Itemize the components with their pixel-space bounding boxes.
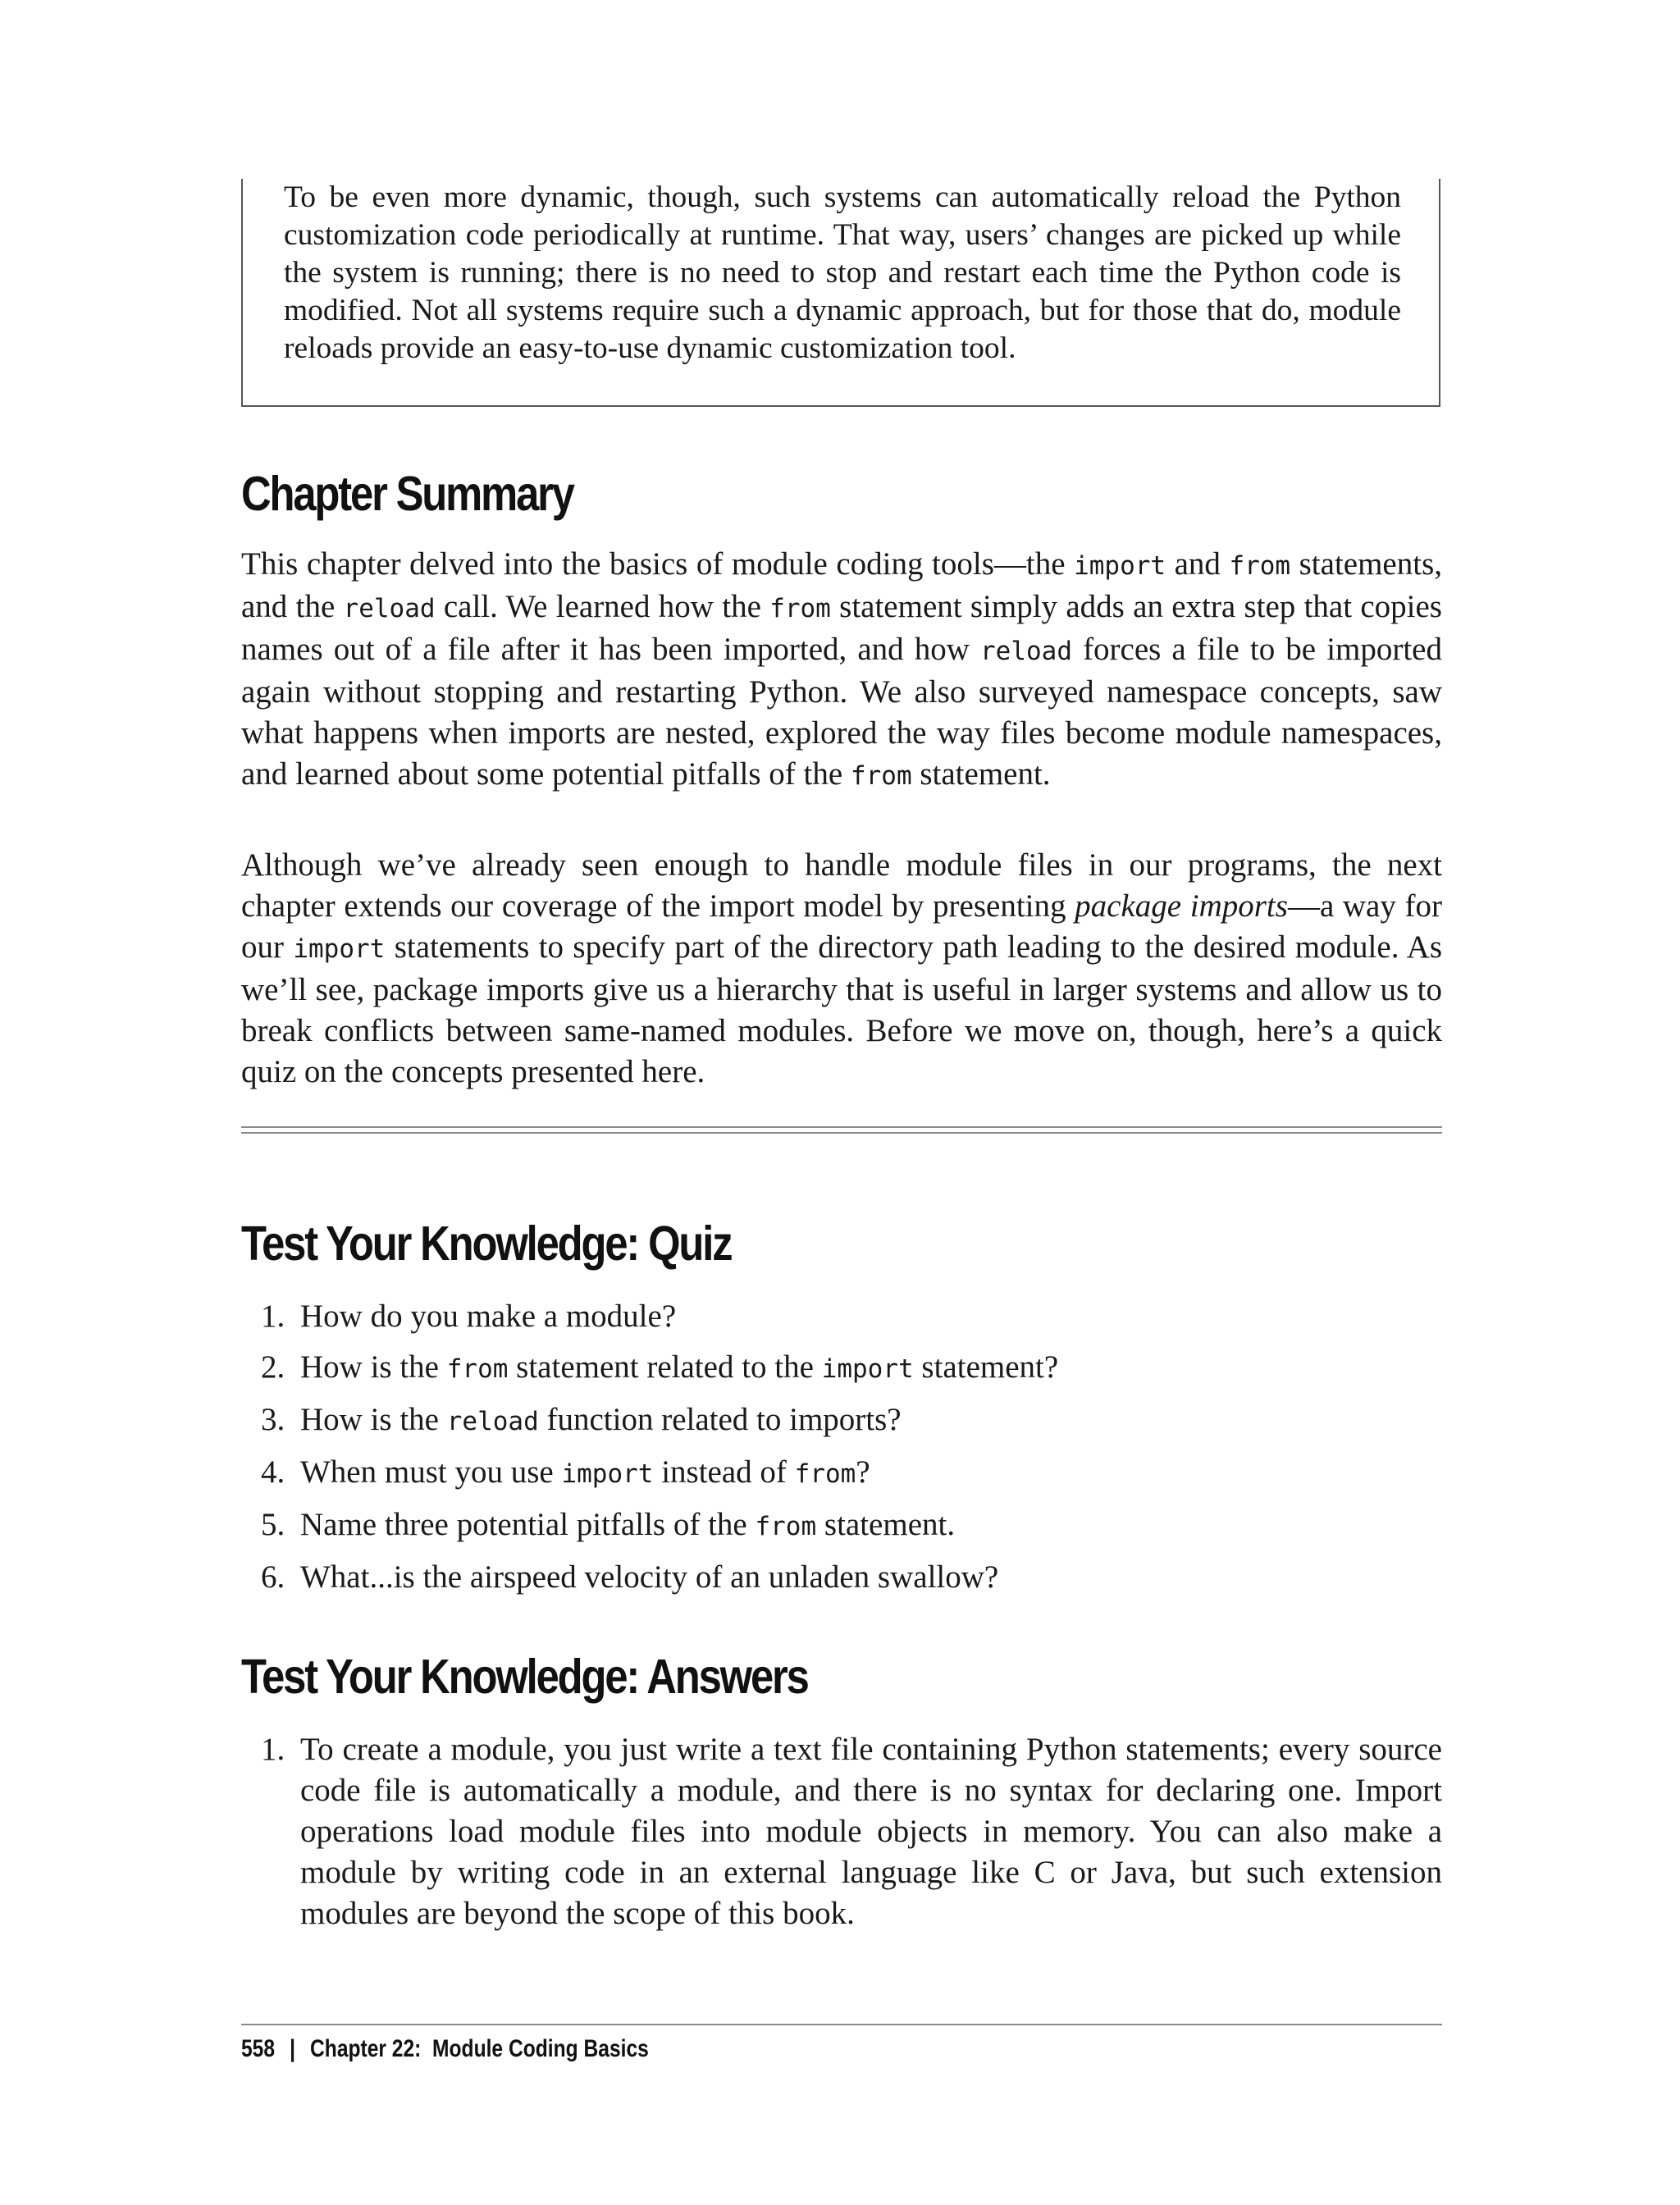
quiz-item: 4. When must you use import instead of from? — [261, 1454, 870, 1490]
chapter-summary-heading: Chapter Summary — [241, 467, 573, 521]
answers-list — [241, 1729, 1442, 1944]
section-divider — [241, 1126, 1442, 1134]
book-page — [241, 0, 1442, 2205]
summary-paragraph-2: Although we’ve already seen enough to handle module files in our programs, the next chapter extends our coverage of the import model by presenting package imports—a way for our import statements to specify part of the directory path leading to the desired module. As we’ll see, package imports give us a hierarchy that is useful in larger systems and allow us to break conflicts between same-named modules. Before we move on, though, here’s a quick quiz on the concepts presented here. — [241, 847, 1442, 1089]
page-number: 558 — [241, 2035, 276, 2062]
footer-rule — [241, 2024, 1442, 2025]
quiz-item: 3. How is the reload function related to imports? — [261, 1402, 902, 1437]
sidebar-box — [241, 179, 1440, 407]
quiz-heading: Test Your Knowledge: Quiz — [241, 1217, 732, 1271]
quiz-item: 6. What...is the airspeed velocity of an unladen swallow? — [261, 1559, 999, 1595]
sidebar-text: To be even more dynamic, though, such systems can automatically reload the Python customization code periodically at runtime. That way, users’ changes are picked up while the system is running; there is no need to stop and restart each time the Python code is modified. Not all systems require such a dynamic approach, but for those that do, module reloads provide an easy-to-use dynamic customization tool. — [284, 180, 1401, 365]
quiz-item: 5. Name three potential pitfalls of the from statement. — [261, 1507, 956, 1542]
page-footer — [241, 2033, 649, 2066]
quiz-item: 2. How is the from statement related to the import statement? — [261, 1349, 1059, 1385]
footer-separator: | — [290, 2035, 295, 2062]
quiz-item: 1. How do you make a module? — [261, 1299, 677, 1334]
summary-paragraph-1: This chapter delved into the basics of module coding tools—the import and from statements, and the reload call. We learned how the from statement simply adds an extra step that copies names out of a file after it has been imported, and how reload forces a file to be imported again without stopping and restarting Python. We also surveyed namespace concepts, saw what happens when imports are nested, explored the way files become module namespaces, and learned about some potential pitfalls of the from statement. — [241, 546, 1442, 792]
quiz-list — [241, 1296, 1442, 1608]
footer-chapter-title: Chapter 22: Module Coding Basics — [310, 2035, 649, 2062]
answers-heading: Test Your Knowledge: Answers — [241, 1650, 808, 1704]
answer-item: 1. To create a module, you just write a text file containing Python statements; every source code file is automatically a module, and there is no syntax for declaring one. Import operations load module files into module objects in memory. You can also make a module by writing code in an external language like C or Java, but such extension modules are beyond the scope of this book. — [261, 1732, 1442, 1931]
